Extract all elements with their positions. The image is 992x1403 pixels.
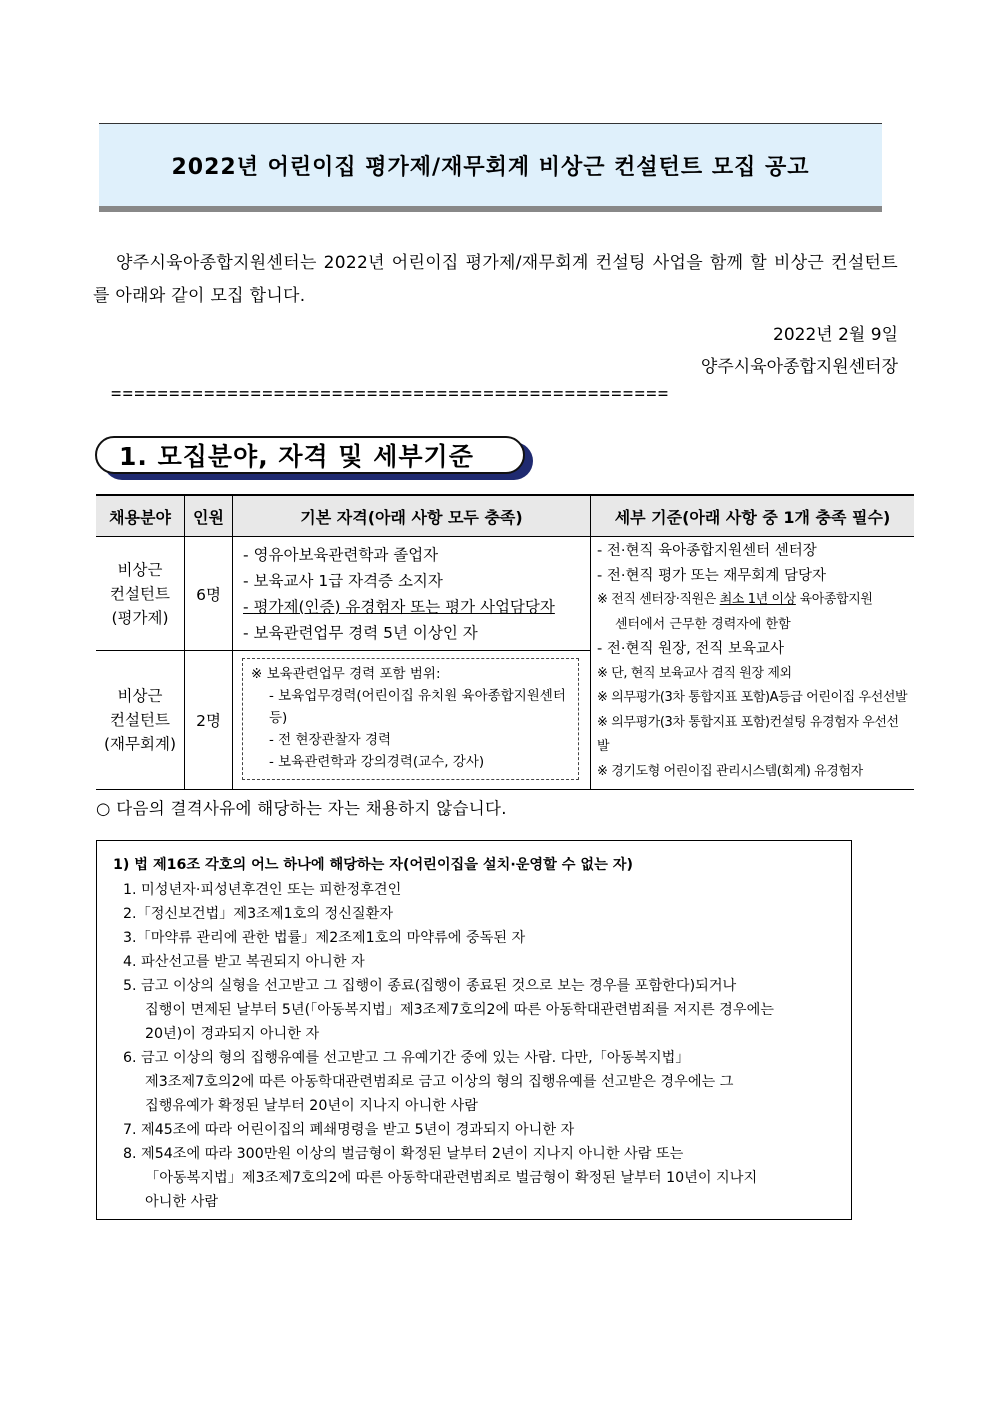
separator-line: ================================================ [111, 384, 670, 404]
scope-note-title: ※ 보육관련업무 경력 포함 범위: [251, 666, 441, 682]
disqualification-box [96, 840, 852, 1220]
detail-item: - 전·현직 평가 또는 재무회계 담당자 [597, 564, 910, 589]
basic-item: - 영유아보육관련학과 졸업자 [243, 542, 582, 568]
detail-note: ※ 의무평가(3차 통합지표 포함)A등급 어린이집 우선선발 [597, 690, 908, 705]
scope-note-item: - 전 현장관찰자 경력 [251, 729, 568, 751]
list-item: 3.「마약류 관리에 관한 법률」제2조제1호의 마약류에 중독된 자 [123, 930, 526, 946]
intro-paragraph: 양주시육아종합지원센터는 2022년 어린이집 평가제/재무회계 컨설팅 사업을 함께 할 비상근 컨설턴트를 아래와 같이 모집 합니다. [93, 253, 898, 306]
basic-item: - 평가제(인증) 유경험자 또는 평가 사업담당자 [243, 594, 582, 620]
list-item-cont: 집행유예가 확정된 날부터 20년이 지나지 아니한 사람 [145, 1098, 478, 1114]
list-item: 8. 제54조에 따라 300만원 이상의 벌금형이 확정된 날부터 2년이 지나지 아니한 사람 또는 [123, 1146, 684, 1162]
scope-note-cell [233, 651, 591, 790]
list-item-cont: 20년)이 경과되지 아니한 자 [145, 1026, 320, 1042]
issuer: 양주시육아종합지원센터장 [700, 357, 898, 377]
scope-note-item: - 보육업무경력(어린이집 유치원 육아종합지원센터 등) [251, 685, 568, 729]
detail-note: ※ 전직 센터장·직원은 최소 1년 이상 육아종합지원 [597, 592, 873, 607]
count-cell: 2명 [185, 651, 233, 790]
notice-title: 2022년 어린이집 평가제/재무회계 비상근 컨설턴트 모집 공고 [99, 123, 882, 212]
header-detail: 세부 기준(아래 사항 중 1개 충족 필수) [591, 495, 915, 537]
detail-item: - 전·현직 육아종합지원센터 센터장 [597, 539, 910, 564]
disqualification-intro: ○ 다음의 결격사유에 해당하는 자는 채용하지 않습니다. [96, 799, 507, 818]
scope-note-item: - 보육관련학과 강의경력(교수, 강사) [251, 751, 568, 773]
basic-qualifications [233, 537, 591, 651]
list-item: 4. 파산선고를 받고 복권되지 아니한 자 [123, 954, 365, 970]
detail-note-cont: 센터에서 근무한 경력자에 한함 [615, 616, 791, 632]
header-count: 인원 [185, 495, 233, 537]
notice-date: 2022년 2월 9일 [773, 325, 898, 345]
list-item-cont: 제3조제7호의2에 따른 아동학대관련범죄로 금고 이상의 형의 집행유예를 선고받은 경우에는 그 [145, 1074, 734, 1090]
basic-item: - 보육교사 1급 자격증 소지자 [243, 568, 582, 594]
disqualification-head: 1) 법 제16조 각호의 어느 하나에 해당하는 자(어린이집을 설치·운영할 수 없는 자) [113, 857, 633, 873]
list-item: 6. 금고 이상의 형의 집행유예를 선고받고 그 유예기간 중에 있는 사람. 다만,「아동복지법」 [123, 1050, 690, 1066]
detail-criteria [591, 537, 915, 790]
count-cell: 6명 [185, 537, 233, 651]
detail-item: - 전·현직 원장, 전직 보육교사 [597, 637, 910, 662]
detail-note: ※ 단, 현직 보육교사 겸직 원장 제외 [597, 665, 792, 681]
section-heading-1: 1. 모집분야, 자격 및 세부기준 [95, 436, 525, 474]
detail-note: ※ 의무평가(3차 통합지표 포함)컨설팅 유경험자 우선선발 [597, 714, 899, 754]
field-cell: 비상근 컨설턴트 (재무회계) [96, 651, 185, 790]
list-item-cont: 집행이 면제된 날부터 5년(「아동복지법」제3조제7호의2에 따른 아동학대관련범죄를 저지른 경우에는 [145, 1002, 774, 1018]
list-item: 7. 제45조에 따라 어린이집의 폐쇄명령을 받고 5년이 경과되지 아니한 자 [123, 1122, 575, 1138]
list-item: 1. 미성년자·피성년후견인 또는 피한정후견인 [123, 882, 402, 898]
list-item-cont: 「아동복지법」제3조제7호의2에 따른 아동학대관련범죄로 벌금형이 확정된 날부터 10년이 지나지 [145, 1170, 758, 1186]
basic-item: - 보육관련업무 경력 5년 이상인 자 [243, 620, 582, 646]
table-header-row [96, 495, 914, 537]
list-item-cont: 아니한 사람 [145, 1194, 219, 1210]
list-item: 2.「정신보건법」제3조제1호의 정신질환자 [123, 906, 394, 922]
header-basic: 기본 자격(아래 사항 모두 충족) [233, 495, 591, 537]
field-cell: 비상근 컨설턴트 (평가제) [96, 537, 185, 651]
detail-note: ※ 경기도형 어린이집 관리시스템(회계) 유경험자 [597, 763, 863, 779]
table-row [96, 537, 914, 651]
scope-note-box [242, 658, 579, 780]
header-field: 채용분야 [96, 495, 185, 537]
list-item: 5. 금고 이상의 실형을 선고받고 그 집행이 종료(집행이 종료된 것으로 보는 경우를 포함한다)되거나 [123, 978, 737, 994]
recruit-table [96, 494, 914, 790]
